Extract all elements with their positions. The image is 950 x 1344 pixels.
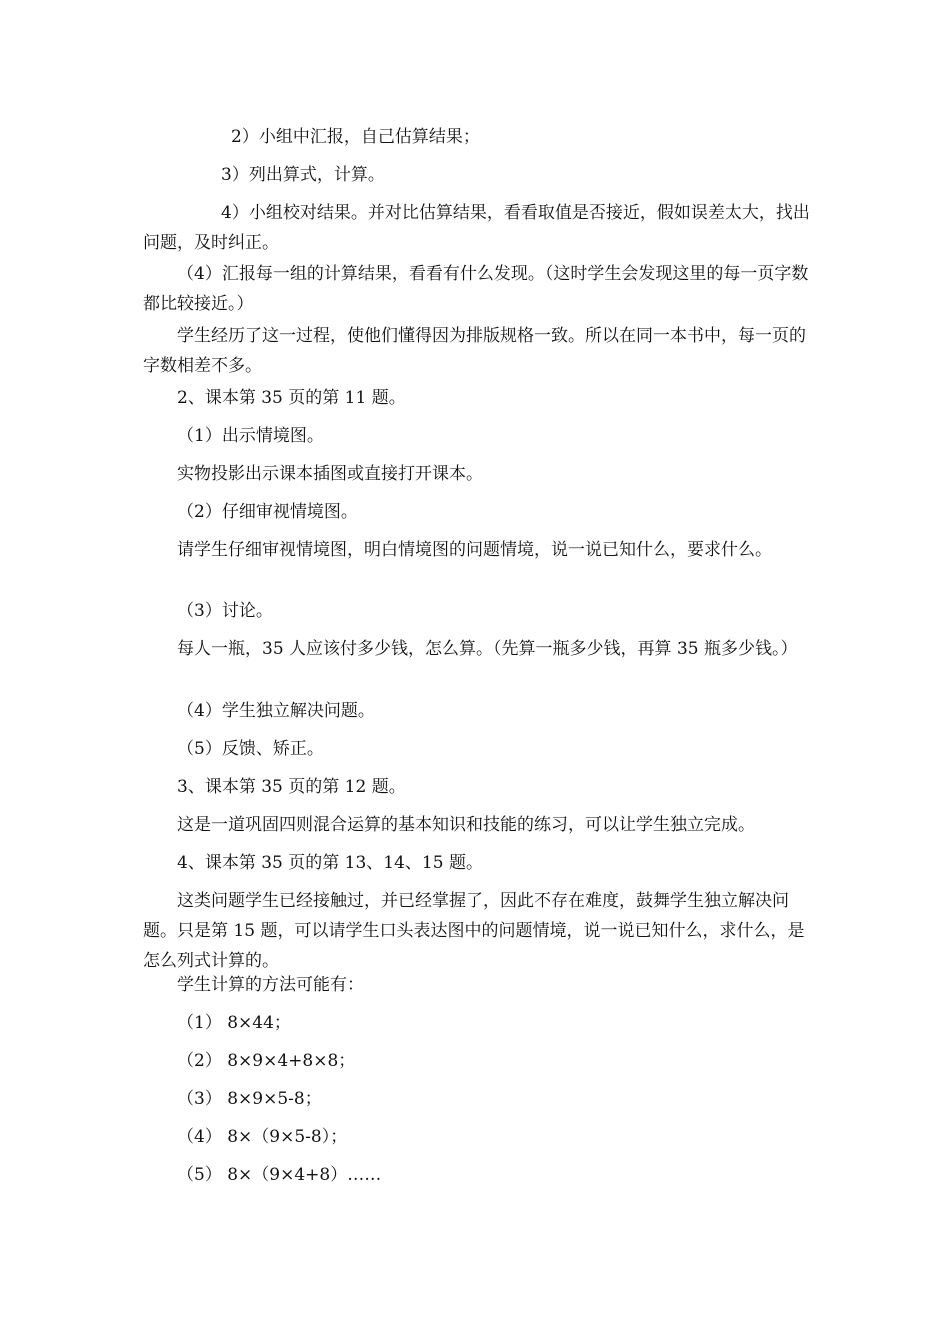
paragraph-cost-question: 每人一瓶，35 人应该付多少钱，怎么算。（先算一瓶多少钱，再算 35 瓶多少钱。） [177,639,798,659]
paragraph-students-experience: 学生经历了这一过程，使他们懂得因为排版规格一致。所以在同一本书中，每一页的字数相差不多。 [143,326,806,376]
paragraph-methods-intro: 学生计算的方法可能有： [177,975,364,995]
paragraph-step-4: 4）小组校对结果。并对比估算结果，看看取值是否接近，假如误差太大，找出问题，及时纠正。 [143,203,810,253]
heading-exercise-13-15: 4、课本第 35 页的第 13、14、15 题。 [177,853,483,873]
paragraph-solve-independently: （4）学生独立解决问题。 [177,701,375,721]
method-item: （5） 8×（9×4+8）…… [177,1165,382,1185]
paragraph-report-results: （4）汇报每一组的计算结果，看看有什么发现。（这时学生会发现这里的每一页字数都比较接近。） [143,264,809,314]
paragraph-show-scene: （1）出示情境图。 [177,426,324,446]
method-item: （1） 8×44； [177,1013,291,1033]
paragraph-examine-detail: 请学生仔细审视情境图，明白情境图的问题情境，说一说已知什么，要求什么。 [177,540,772,560]
paragraph-exercise-12-desc: 这是一道巩固四则混合运算的基本知识和技能的练习，可以让学生独立完成。 [177,815,755,835]
heading-exercise-11: 2、课本第 35 页的第 11 题。 [177,388,406,408]
paragraph-step-2: 2）小组中汇报，自己估算结果； [231,127,480,147]
paragraph-examine-scene: （2）仔细审视情境图。 [177,502,358,522]
paragraph-projection: 实物投影出示课本插图或直接打开课本。 [177,464,483,484]
method-item: （3） 8×9×5-8； [177,1089,322,1109]
method-item: （2） 8×9×4+8×8； [177,1051,356,1071]
method-item: （4） 8×（9×5-8）； [177,1127,348,1147]
paragraph-exercise-13-15-desc: 这类问题学生已经接触过，并已经掌握了，因此不存在难度，鼓舞学生独立解决问题。只是第 15 题，可以请学生口头表达图中的问题情境，说一说已知什么，求什么，是怎么列式计算的。 [143,891,805,971]
paragraph-step-3: 3）列出算式，计算。 [221,165,385,185]
paragraph-discuss: （3）讨论。 [177,601,273,621]
paragraph-feedback: （5）反馈、矫正。 [177,739,324,759]
heading-exercise-12: 3、课本第 35 页的第 12 题。 [177,777,406,797]
